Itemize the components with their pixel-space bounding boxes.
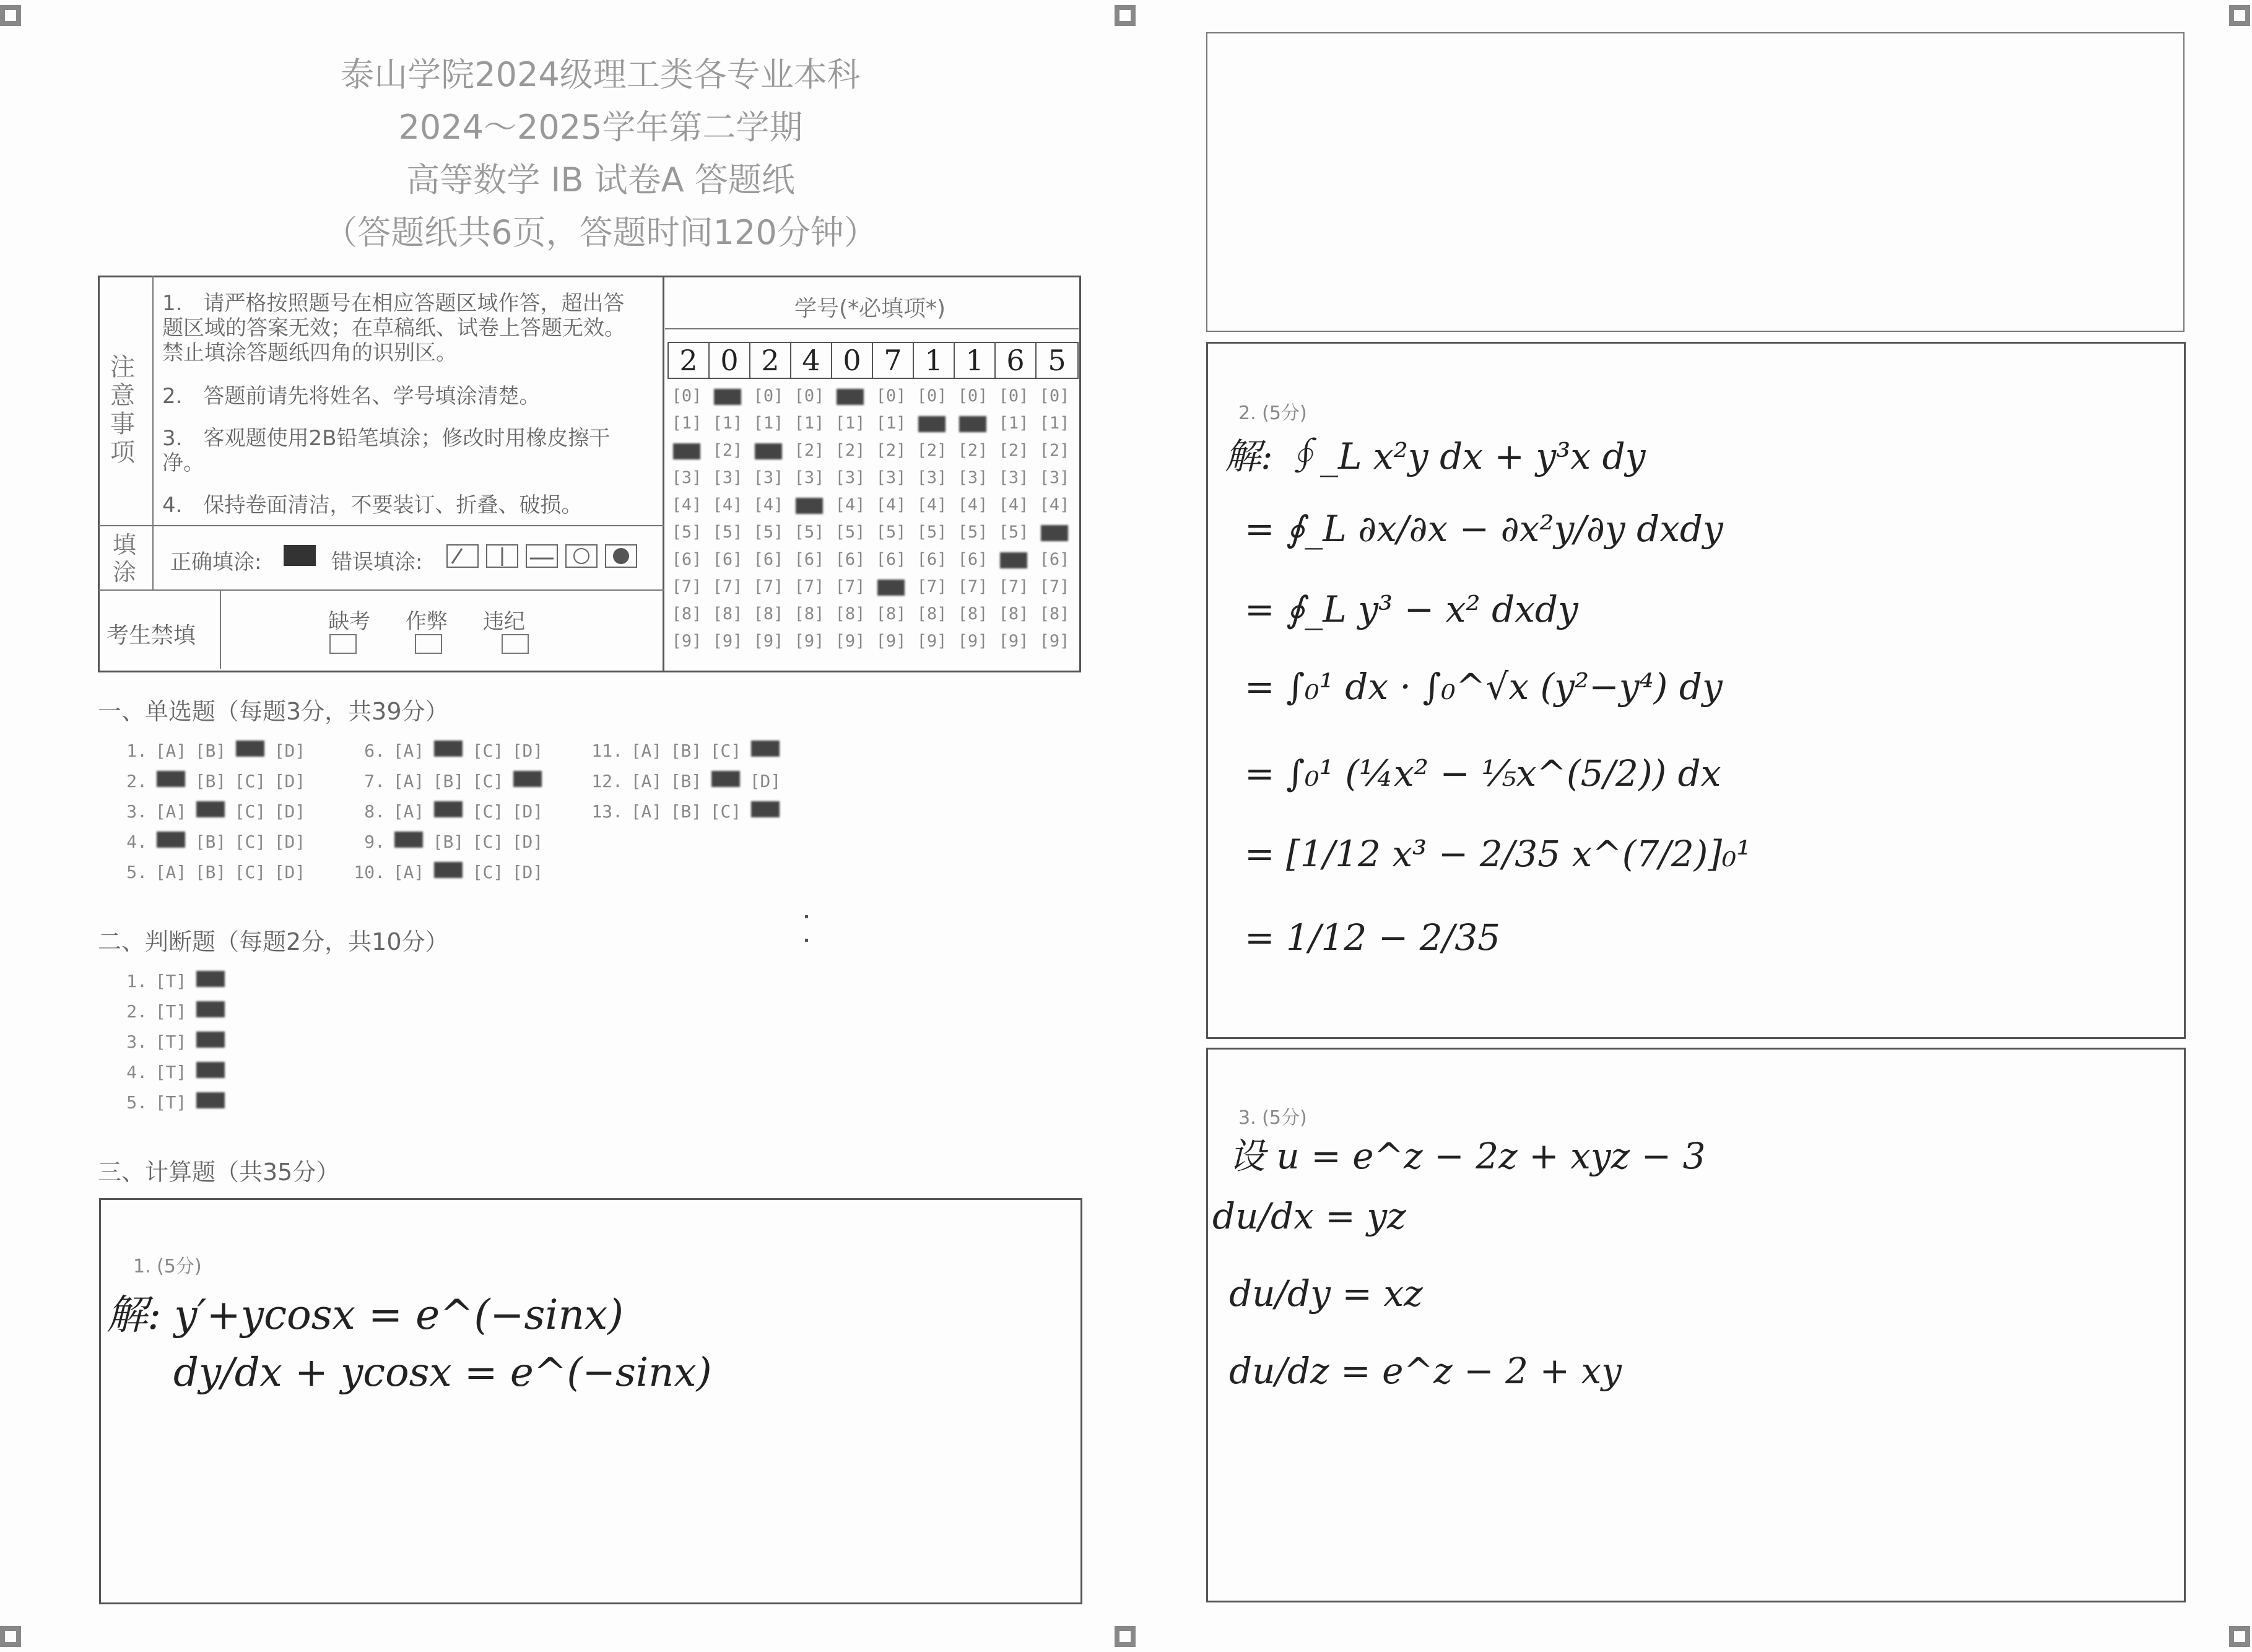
judge-question-row bbox=[111, 1062, 230, 1082]
question-number: 7. bbox=[364, 771, 385, 791]
student-id-bubble[interactable]: [1] bbox=[794, 414, 825, 433]
student-id-column bbox=[831, 383, 869, 655]
header-line-3: 高等数学 IB 试卷A 答题纸 bbox=[406, 160, 795, 199]
choice-question-row bbox=[111, 741, 310, 761]
option-bubble-a[interactable]: [A] bbox=[155, 741, 187, 761]
student-id-bubble[interactable]: [5] bbox=[753, 523, 784, 542]
student-id-digit-box[interactable]: 1 bbox=[955, 343, 996, 378]
student-id-digit-box[interactable]: 4 bbox=[791, 343, 832, 378]
q2-line-1: 解: ∮_L x²y dx + y³x dy bbox=[1225, 435, 1646, 477]
student-id-bubble[interactable]: [9] bbox=[998, 632, 1029, 651]
absent-label: 缺考 bbox=[328, 609, 370, 634]
q2-line-5: = ∫₀¹ (¼x² − ⅕x^(5/2)) dx bbox=[1245, 752, 1721, 794]
student-id-bubble[interactable]: [1] bbox=[876, 414, 906, 433]
student-id-bubble[interactable]: [9] bbox=[712, 632, 743, 651]
student-id-column bbox=[790, 383, 828, 655]
student-id-digit-box[interactable]: 2 bbox=[669, 343, 710, 378]
question-number: 12. bbox=[591, 771, 623, 791]
student-id-bubble[interactable]: [3] bbox=[794, 468, 825, 487]
student-id-bubble[interactable]: [3] bbox=[835, 468, 866, 487]
option-bubble-a[interactable]: [A] bbox=[630, 771, 663, 791]
student-id-bubble[interactable]: [1] bbox=[712, 414, 743, 433]
option-bubble-c[interactable]: [C] bbox=[472, 832, 504, 852]
student-id-bubble[interactable]: [4] bbox=[916, 495, 947, 515]
choice-question-row bbox=[111, 832, 310, 852]
student-id-bubble[interactable]: [1] bbox=[998, 414, 1029, 433]
notice-item-3: 3. 客观题使用2B铅笔填涂；修改时用橡皮擦干净。 bbox=[162, 426, 611, 476]
filled-mark bbox=[1000, 552, 1027, 568]
student-id-bubble[interactable]: [7] bbox=[671, 577, 702, 596]
student-id-bubble[interactable]: [1] bbox=[835, 414, 866, 433]
q3-line-3: du/dy = xz bbox=[1229, 1272, 1423, 1315]
q2-line-7: = 1/12 − 2/35 bbox=[1245, 916, 1500, 959]
student-id-bubble[interactable]: [2] bbox=[794, 441, 825, 460]
student-id-bubble[interactable]: [4] bbox=[876, 495, 906, 515]
student-id-bubble[interactable]: [3] bbox=[671, 468, 702, 487]
corner-mark-top-center bbox=[1115, 5, 1136, 26]
option-bubble-d[interactable]: [D] bbox=[274, 801, 306, 822]
divider bbox=[663, 276, 664, 671]
option-bubble-b[interactable]: [B] bbox=[194, 832, 227, 852]
student-id-bubble[interactable] bbox=[708, 383, 747, 410]
student-id-bubble[interactable]: [3] bbox=[998, 468, 1029, 487]
corner-mark-top-right bbox=[2229, 5, 2250, 26]
student-id-bubble[interactable]: [8] bbox=[794, 604, 825, 624]
student-id-bubble[interactable]: [4] bbox=[1039, 495, 1070, 515]
choice-question-row bbox=[111, 801, 310, 822]
option-bubble-a[interactable]: [A] bbox=[393, 862, 425, 882]
student-id-bubble[interactable]: [7] bbox=[753, 577, 784, 596]
student-id-bubble[interactable]: [5] bbox=[998, 523, 1029, 542]
option-bubble-d[interactable]: [D] bbox=[274, 862, 306, 882]
notice-item-1: 1. 请严格按照题号在相应答题区域作答，超出答题区域的答案无效；在草稿纸、试卷上答题无效。禁止填涂答题纸四角的识别区。 bbox=[162, 291, 625, 365]
choice-question-row bbox=[587, 771, 785, 791]
option-bubble-b[interactable] bbox=[428, 801, 468, 822]
corner-mark-bottom-right bbox=[2229, 1626, 2250, 1647]
option-bubble-a[interactable] bbox=[151, 832, 191, 852]
question-number: 2. bbox=[126, 771, 147, 791]
option-bubble-d[interactable]: [D] bbox=[274, 832, 306, 852]
student-id-bubble[interactable]: [5] bbox=[671, 523, 702, 542]
choice-question-row bbox=[349, 832, 547, 852]
student-id-bubble[interactable]: [4] bbox=[957, 495, 988, 515]
option-bubble-a[interactable]: [A] bbox=[393, 771, 425, 791]
header-line-2: 2024～2025学年第二学期 bbox=[398, 108, 803, 147]
student-id-bubble[interactable]: [8] bbox=[957, 604, 988, 624]
cheat-checkbox[interactable] bbox=[415, 634, 442, 654]
violation-label: 违纪 bbox=[483, 609, 525, 634]
question-number: 2. bbox=[126, 1001, 147, 1022]
student-id-digit-box[interactable]: 6 bbox=[996, 343, 1037, 378]
option-bubble-d[interactable]: [D] bbox=[749, 771, 781, 791]
q1-label: 1. (5分) bbox=[133, 1256, 202, 1277]
filled-mark bbox=[673, 443, 700, 459]
option-bubble-b[interactable]: [B] bbox=[194, 771, 227, 791]
q2-line-4: = ∫₀¹ dx · ∫₀^√x (y²−y⁴) dy bbox=[1245, 666, 1723, 708]
header-line-4: （答题纸共6页，答题时间120分钟） bbox=[324, 213, 877, 252]
answer-box-continued[interactable] bbox=[1206, 32, 2185, 332]
choice-question-row bbox=[349, 771, 547, 791]
student-id-bubble[interactable]: [9] bbox=[1039, 632, 1070, 651]
student-id-bubble[interactable]: [0] bbox=[794, 386, 825, 406]
judge-question-row bbox=[111, 971, 230, 991]
header-line-1: 泰山学院2024级理工类各专业本科 bbox=[341, 55, 861, 94]
section-3-title: 三、计算题（共35分） bbox=[98, 1159, 340, 1186]
notice-item-2: 2. 答题前请先将姓名、学号填涂清楚。 bbox=[162, 384, 541, 409]
option-bubble-c[interactable]: [C] bbox=[710, 801, 742, 822]
divider bbox=[665, 328, 1079, 329]
option-bubble-b[interactable]: [B] bbox=[670, 741, 702, 761]
student-id-bubble[interactable]: [4] bbox=[671, 495, 702, 515]
q3-line-1: 设 u = e^z − 2z + xyz − 3 bbox=[1229, 1135, 1706, 1177]
student-id-bubble[interactable]: [9] bbox=[753, 632, 784, 651]
q1-line-2: dy/dx + ycosx = e^(−sinx) bbox=[173, 1350, 712, 1396]
question-number: 5. bbox=[126, 862, 147, 882]
student-id-bubble[interactable]: [5] bbox=[835, 523, 866, 542]
option-bubble-t[interactable]: [T] bbox=[155, 1001, 187, 1022]
filled-mark bbox=[918, 416, 946, 432]
q3-line-2: du/dx = yz bbox=[1212, 1195, 1406, 1237]
student-id-bubble[interactable]: [2] bbox=[712, 441, 743, 460]
option-bubble-b[interactable]: [B] bbox=[670, 771, 702, 791]
student-id-bubble[interactable]: [2] bbox=[916, 441, 947, 460]
student-id-bubble[interactable]: [2] bbox=[1039, 441, 1070, 460]
student-id-bubble[interactable]: [4] bbox=[998, 495, 1029, 515]
corner-mark-bottom-center bbox=[1115, 1626, 1136, 1647]
q2-line-2: = ∮_L ∂x/∂x − ∂x²y/∂y dxdy bbox=[1245, 508, 1723, 550]
judge-question-row bbox=[111, 1001, 230, 1022]
student-id-bubble[interactable]: [0] bbox=[753, 386, 784, 406]
student-id-bubble[interactable]: [6] bbox=[916, 550, 947, 569]
fill-label: 填涂 bbox=[113, 531, 137, 586]
choice-question-row bbox=[349, 862, 547, 882]
student-id-bubble[interactable] bbox=[954, 410, 992, 437]
option-bubble-f[interactable] bbox=[191, 971, 230, 991]
option-bubble-d[interactable]: [D] bbox=[274, 771, 306, 791]
question-number: 9. bbox=[364, 832, 385, 852]
divider bbox=[98, 525, 664, 526]
stray-dot bbox=[805, 915, 808, 918]
student-id-bubble[interactable]: [8] bbox=[1039, 604, 1070, 624]
student-id-bubble[interactable]: [0] bbox=[1039, 386, 1070, 406]
divider bbox=[98, 589, 664, 591]
divider bbox=[220, 589, 221, 669]
option-bubble-f[interactable] bbox=[191, 1092, 230, 1113]
student-id-column bbox=[667, 383, 706, 655]
question-number: 3. bbox=[126, 1032, 147, 1052]
student-id-bubble[interactable] bbox=[749, 437, 788, 464]
option-bubble-c[interactable] bbox=[706, 771, 746, 791]
choice-question-row bbox=[587, 741, 785, 761]
student-id-column bbox=[913, 383, 951, 655]
option-bubble-d[interactable] bbox=[508, 771, 547, 791]
filled-mark bbox=[877, 580, 905, 596]
student-id-bubble[interactable]: [4] bbox=[835, 495, 866, 515]
student-id-bubble[interactable]: [0] bbox=[876, 386, 906, 406]
q1-line-1: 解: y′+ycosx = e^(−sinx) bbox=[107, 1291, 624, 1339]
filled-mark bbox=[714, 389, 741, 405]
question-number: 6. bbox=[364, 741, 385, 761]
student-id-bubble[interactable]: [2] bbox=[835, 441, 866, 460]
option-bubble-a[interactable]: [A] bbox=[630, 741, 663, 761]
option-bubble-c[interactable] bbox=[230, 741, 270, 761]
student-id-bubble[interactable]: [9] bbox=[876, 632, 906, 651]
student-id-digit-box[interactable]: 0 bbox=[832, 343, 873, 378]
option-bubble-d[interactable] bbox=[746, 741, 785, 761]
student-id-bubble[interactable]: [7] bbox=[957, 577, 988, 596]
student-id-bubble[interactable] bbox=[913, 410, 951, 437]
question-number: 3. bbox=[126, 801, 147, 822]
option-bubble-c[interactable]: [C] bbox=[710, 741, 742, 761]
option-bubble-b[interactable]: [B] bbox=[670, 801, 702, 822]
option-bubble-t[interactable]: [T] bbox=[155, 1032, 187, 1052]
judge-question-row bbox=[111, 1032, 230, 1052]
filled-mark bbox=[959, 416, 986, 432]
judge-question-row bbox=[111, 1092, 230, 1113]
option-bubble-f[interactable] bbox=[191, 1001, 230, 1022]
option-bubble-a[interactable]: [A] bbox=[155, 862, 187, 882]
stray-dot bbox=[805, 939, 808, 942]
section-2-title: 二、判断题（每题2分，共10分） bbox=[98, 928, 449, 955]
filled-mark bbox=[1041, 525, 1068, 541]
filled-mark bbox=[837, 389, 864, 405]
fill-wrong-label: 错误填涂: bbox=[331, 550, 423, 575]
option-bubble-b[interactable]: [B] bbox=[194, 741, 227, 761]
option-bubble-c[interactable]: [C] bbox=[472, 862, 504, 882]
option-bubble-b[interactable]: [B] bbox=[432, 771, 464, 791]
answer-box-q1[interactable] bbox=[99, 1198, 1082, 1604]
option-bubble-b[interactable]: [B] bbox=[432, 832, 464, 852]
student-id-bubble[interactable]: [4] bbox=[753, 495, 784, 515]
student-id-bubble[interactable]: [9] bbox=[835, 632, 866, 651]
choice-question-row bbox=[349, 741, 547, 761]
q3-line-4: du/dz = e^z − 2 + xy bbox=[1229, 1350, 1622, 1392]
question-number: 10. bbox=[354, 862, 385, 882]
student-id-bubble[interactable]: [3] bbox=[753, 468, 784, 487]
question-number: 13. bbox=[591, 801, 623, 822]
student-id-bubble[interactable]: [8] bbox=[916, 604, 947, 624]
student-id-bubble[interactable]: [3] bbox=[712, 468, 743, 487]
student-id-bubble[interactable]: [5] bbox=[916, 523, 947, 542]
option-bubble-d[interactable]: [D] bbox=[511, 741, 544, 761]
student-id-bubble[interactable]: [9] bbox=[671, 632, 702, 651]
choice-question-row bbox=[587, 801, 785, 822]
student-id-bubble[interactable]: [0] bbox=[957, 386, 988, 406]
student-id-bubble-grid[interactable] bbox=[667, 383, 1076, 661]
fill-correct-sample bbox=[284, 545, 316, 566]
option-bubble-f[interactable] bbox=[191, 1032, 230, 1052]
student-id-bubble[interactable] bbox=[994, 546, 1033, 573]
option-bubble-c[interactable]: [C] bbox=[472, 741, 504, 761]
student-id-bubble[interactable]: [5] bbox=[876, 523, 906, 542]
option-bubble-d[interactable]: [D] bbox=[511, 801, 544, 822]
student-id-bubble[interactable]: [0] bbox=[671, 386, 702, 406]
student-id-bubble[interactable]: [5] bbox=[957, 523, 988, 542]
student-id-digit-box[interactable]: 5 bbox=[1048, 344, 1066, 377]
violation-checkbox[interactable] bbox=[502, 634, 529, 654]
filled-mark bbox=[755, 443, 782, 459]
question-number: 11. bbox=[591, 741, 623, 761]
option-bubble-t[interactable]: [T] bbox=[155, 1092, 187, 1113]
q2-label: 2. (5分) bbox=[1238, 402, 1307, 424]
student-id-bubble[interactable]: [6] bbox=[753, 550, 784, 569]
student-id-bubble[interactable] bbox=[831, 383, 869, 410]
student-id-digit-box[interactable]: 2 bbox=[750, 343, 791, 378]
student-id-bubble[interactable] bbox=[790, 492, 828, 519]
student-id-bubble[interactable]: [3] bbox=[1039, 468, 1070, 487]
choice-question-row bbox=[111, 862, 310, 882]
option-bubble-a[interactable]: [A] bbox=[393, 741, 425, 761]
student-id-bubble[interactable]: [8] bbox=[876, 604, 906, 624]
question-number: 8. bbox=[364, 801, 385, 822]
q2-line-3: = ∮_L y³ − x² dxdy bbox=[1245, 588, 1578, 630]
option-bubble-c[interactable]: [C] bbox=[234, 832, 266, 852]
cheat-label: 作弊 bbox=[406, 609, 448, 634]
option-bubble-b[interactable] bbox=[428, 862, 468, 882]
notice-item-4: 4. 保持卷面清洁，不要装订、折叠、破损。 bbox=[162, 493, 583, 518]
option-bubble-f[interactable] bbox=[191, 1062, 230, 1082]
student-id-title: 学号(*必填项*) bbox=[794, 296, 946, 321]
option-bubble-c[interactable]: [C] bbox=[234, 771, 266, 791]
student-id-bubble[interactable]: [1] bbox=[753, 414, 784, 433]
student-id-bubble[interactable]: [8] bbox=[671, 604, 702, 624]
student-id-bubble[interactable]: [0] bbox=[916, 386, 947, 406]
student-id-digit-box[interactable]: 1 bbox=[914, 343, 955, 378]
student-id-bubble[interactable]: [2] bbox=[876, 441, 906, 460]
student-id-bubble[interactable]: [6] bbox=[876, 550, 906, 569]
student-id-bubble[interactable]: [8] bbox=[753, 604, 784, 624]
question-number: 4. bbox=[126, 832, 147, 852]
student-id-bubble[interactable]: [8] bbox=[835, 604, 866, 624]
divider bbox=[152, 276, 154, 531]
student-id-bubble[interactable] bbox=[1035, 519, 1074, 546]
student-id-bubble[interactable]: [3] bbox=[876, 468, 906, 487]
student-id-bubble[interactable]: [7] bbox=[916, 577, 947, 596]
option-bubble-b[interactable] bbox=[428, 741, 468, 761]
student-id-column bbox=[954, 383, 992, 655]
student-id-handwritten-row bbox=[667, 342, 1079, 379]
option-bubble-c[interactable]: [C] bbox=[472, 801, 504, 822]
fill-wrong-samples bbox=[446, 542, 644, 573]
wrong-fill-icons bbox=[446, 542, 644, 571]
student-id-digit-box[interactable]: 7 bbox=[873, 343, 914, 378]
student-id-bubble[interactable]: [6] bbox=[794, 550, 825, 569]
student-id-bubble[interactable]: [2] bbox=[957, 441, 988, 460]
student-id-bubble[interactable]: [9] bbox=[916, 632, 947, 651]
corner-mark-bottom-left bbox=[0, 1626, 21, 1647]
student-id-bubble[interactable]: [6] bbox=[1039, 550, 1070, 569]
student-id-digit-box[interactable]: 0 bbox=[710, 343, 750, 378]
choice-question-row bbox=[349, 801, 547, 822]
student-id-bubble[interactable]: [7] bbox=[1039, 577, 1070, 596]
question-number: 5. bbox=[126, 1092, 147, 1113]
q3-label: 3. (5分) bbox=[1238, 1107, 1307, 1129]
student-id-column bbox=[872, 383, 910, 655]
option-bubble-d[interactable]: [D] bbox=[274, 741, 306, 761]
option-bubble-t[interactable]: [T] bbox=[155, 1062, 187, 1082]
option-bubble-a[interactable]: [A] bbox=[393, 801, 425, 822]
student-id-bubble[interactable] bbox=[872, 573, 910, 601]
student-id-bubble[interactable]: [6] bbox=[957, 550, 988, 569]
option-bubble-d[interactable]: [D] bbox=[511, 862, 544, 882]
student-id-column bbox=[708, 383, 747, 655]
student-id-bubble[interactable]: [2] bbox=[998, 441, 1029, 460]
option-bubble-d[interactable]: [D] bbox=[511, 832, 544, 852]
divider bbox=[152, 525, 154, 589]
student-id-bubble[interactable]: [4] bbox=[712, 495, 743, 515]
student-id-bubble[interactable]: [7] bbox=[712, 577, 743, 596]
student-id-bubble[interactable]: [1] bbox=[1039, 414, 1070, 433]
option-bubble-c[interactable]: [C] bbox=[472, 771, 504, 791]
option-bubble-a[interactable]: [A] bbox=[630, 801, 663, 822]
student-id-bubble[interactable]: [5] bbox=[794, 523, 825, 542]
fill-correct-label: 正确填涂: bbox=[170, 550, 262, 575]
student-id-bubble[interactable]: [3] bbox=[916, 468, 947, 487]
student-id-bubble[interactable]: [7] bbox=[998, 577, 1029, 596]
option-bubble-b[interactable] bbox=[191, 801, 230, 822]
choice-question-row bbox=[111, 771, 310, 791]
student-id-bubble[interactable]: [5] bbox=[712, 523, 743, 542]
student-id-bubble[interactable]: [1] bbox=[671, 414, 702, 433]
option-bubble-c[interactable]: [C] bbox=[234, 801, 266, 822]
q2-line-6: = [1/12 x³ − 2/35 x^(7/2)]₀¹ bbox=[1245, 833, 1751, 875]
section-1-title: 一、单选题（每题3分，共39分） bbox=[98, 698, 449, 725]
option-bubble-a[interactable] bbox=[389, 832, 428, 852]
student-id-column bbox=[749, 383, 788, 655]
option-bubble-a[interactable]: [A] bbox=[155, 801, 187, 822]
absent-checkbox[interactable] bbox=[329, 634, 357, 654]
student-id-bubble[interactable]: [3] bbox=[957, 468, 988, 487]
student-id-bubble[interactable]: [8] bbox=[998, 604, 1029, 624]
notice-label: 注意事项 bbox=[110, 353, 135, 467]
student-id-bubble[interactable]: [7] bbox=[835, 577, 866, 596]
student-id-column bbox=[994, 383, 1033, 655]
option-bubble-a[interactable] bbox=[151, 771, 191, 791]
student-id-bubble[interactable]: [9] bbox=[794, 632, 825, 651]
student-id-column bbox=[1035, 383, 1074, 655]
filled-mark bbox=[796, 498, 823, 514]
option-bubble-t[interactable]: [T] bbox=[155, 971, 187, 991]
question-number: 1. bbox=[126, 971, 147, 991]
option-bubble-b[interactable]: [B] bbox=[194, 862, 227, 882]
student-id-bubble[interactable]: [6] bbox=[671, 550, 702, 569]
student-id-bubble[interactable]: [8] bbox=[712, 604, 743, 624]
student-id-bubble[interactable]: [0] bbox=[998, 386, 1029, 406]
student-id-bubble[interactable]: [9] bbox=[957, 632, 988, 651]
student-id-bubble[interactable]: [7] bbox=[794, 577, 825, 596]
student-id-bubble[interactable] bbox=[667, 437, 706, 464]
option-bubble-d[interactable] bbox=[746, 801, 785, 822]
corner-mark-top-left bbox=[0, 5, 21, 26]
question-number: 4. bbox=[126, 1062, 147, 1082]
question-number: 1. bbox=[126, 741, 147, 761]
option-bubble-c[interactable]: [C] bbox=[234, 862, 266, 882]
student-id-bubble[interactable]: [6] bbox=[835, 550, 866, 569]
student-id-bubble[interactable]: [6] bbox=[712, 550, 743, 569]
forbidden-label: 考生禁填 bbox=[107, 623, 196, 648]
